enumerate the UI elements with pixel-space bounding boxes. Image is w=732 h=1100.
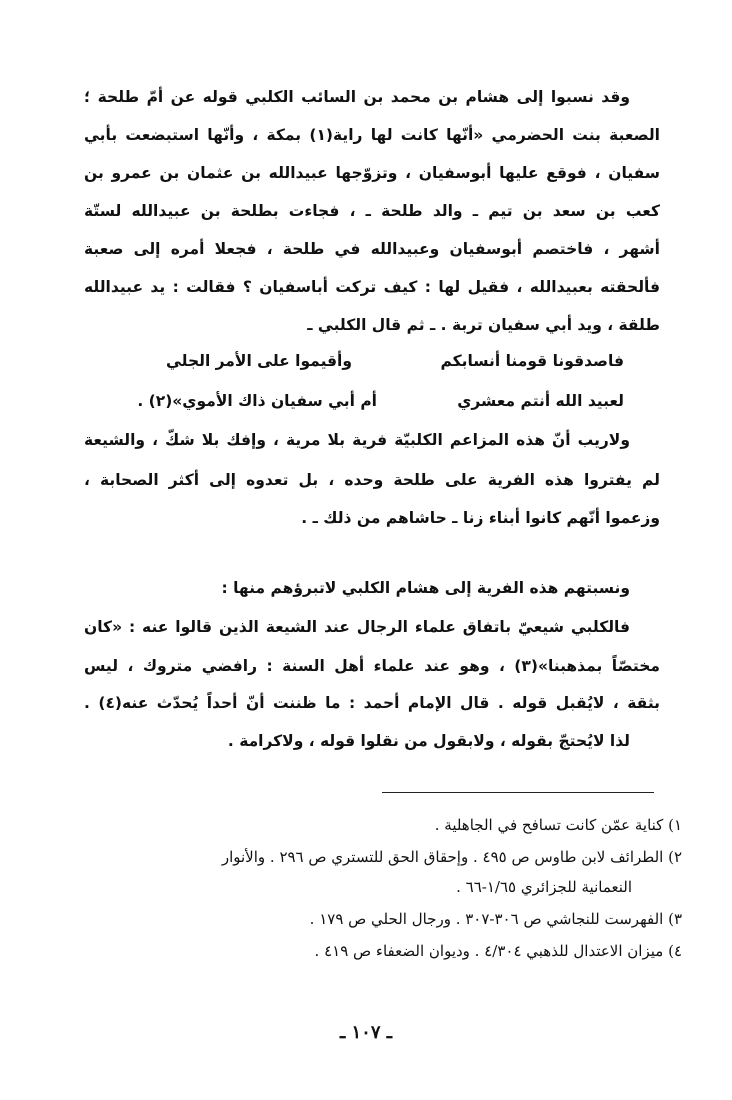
- text-line: طلقة ، ويد أبي سفيان تربة . ـ ثم قال الكلبي ـ: [307, 316, 660, 334]
- text-line: سفيان ، فوقع عليها أبوسفيان ، وتزوّجها عبيدالله بن عثمان بن عمرو بن: [84, 164, 660, 182]
- text-line: كعب بن سعد بن تيم ـ والد طلحة ـ ، فجاءت بطلحة بن عبيدالله لستّة: [84, 202, 660, 220]
- text-line: مختصّاً بمذهبنا»(٣) ، وهو عند علماء أهل السنة : رافضي متروك ، ليس: [84, 657, 660, 675]
- verse-hemistich-right: لعبيد الله أنتم معشري: [457, 392, 624, 410]
- page-number: ـ ١٠٧ ـ: [339, 1022, 393, 1043]
- text-line: وزعموا أنّهم كانوا أبناء زنا ـ حاشاهم من ذلك ـ .: [301, 509, 660, 527]
- text-line: وقد نسبوا إلى هشام بن محمد بن السائب الكلبي قوله عن أمّ طلحة ؛: [84, 88, 630, 106]
- footnote-separator: [382, 792, 654, 793]
- verse-hemistich-right: فاصدقونا قومنا أنسابكم: [440, 352, 624, 370]
- text-line: لم يفتروا هذه الفرية على طلحة وحده ، بل تعدوه إلى أكثر الصحابة ،: [84, 471, 660, 489]
- text-line: بثقة ، لايُقبل قوله . قال الإمام أحمد : ما ظننت أنّ أحداً يُحدّث عنه(٤) .: [84, 694, 660, 712]
- text-line: ولاريب أنّ هذه المزاعم الكلبيّة فرية بلا مرية ، وإفك بلا شكّ ، والشيعة: [84, 431, 630, 449]
- text-line: فالكلبي شيعيّ باتفاق علماء الرجال عند الشيعة الذين قالوا عنه : «كان: [84, 618, 630, 636]
- footnote: ٢) الطرائف لابن طاوس ص ٤٩٥ . وإحقاق الحق للتستري ص ٢٩٦ . والأنوار: [221, 848, 682, 866]
- text-line: فألحقته بعبيدالله ، فقيل لها : كيف تركت أباسفيان ؟ فقالت : يد عبيدالله: [84, 278, 660, 296]
- footnote: ١) كناية عمّن كانت تسافح في الجاهلية .: [434, 816, 682, 834]
- text-line: لذا لايُحتجّ بقوله ، ولابقول من نقلوا قوله ، ولاكرامة .: [227, 732, 630, 750]
- verse-hemistich-left: أم أبي سفيان ذاك الأموي»(٢) .: [137, 392, 377, 410]
- text-line: الصعبة بنت الحضرمي «أنّها كانت لها راية(١) بمكة ، وأنّها استبضعت بأبي: [84, 126, 660, 144]
- footnote: ٤) ميزان الاعتدال للذهبي ٤/٣٠٤ . وديوان الضعفاء ص ٤١٩ .: [314, 942, 682, 960]
- verse-hemistich-left: وأقيموا على الأمر الجلي: [165, 352, 352, 370]
- text-line: ونسبتهم هذه الفرية إلى هشام الكلبي لاتبرؤهم منها :: [221, 579, 630, 597]
- text-line: أشهر ، فاختصم أبوسفيان وعبيدالله في طلحة ، فجعلا أمره إلى صعبة: [84, 240, 660, 258]
- footnote-continuation: النعمانية للجزائري ١/٦٥-٦٦ .: [456, 878, 632, 896]
- footnote: ٣) الفهرست للنجاشي ص ٣٠٦-٣٠٧ . ورجال الحلي ص ١٧٩ .: [309, 910, 682, 928]
